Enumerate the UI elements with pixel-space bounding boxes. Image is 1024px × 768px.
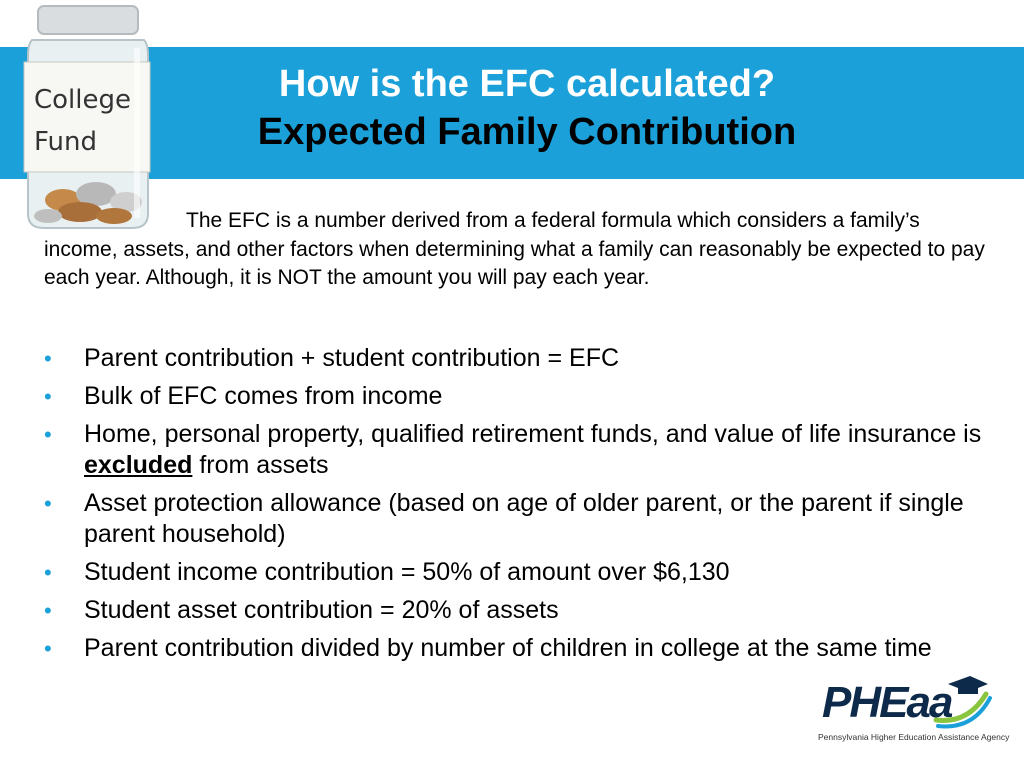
bullet-item [44,419,1004,481]
bullet-dot: • [44,636,52,661]
bullet-dot: • [44,598,52,623]
bullet-item [44,595,1004,626]
intro-text: The EFC is a number derived from a federal formula which considers a family’s income, assets, and other factors when determining what a family can reasonably be expected to pay each year. Although, it is NOT the amount you will pay each year. [44,209,985,289]
title-line-1: How is the EFC calculated? [278,63,776,105]
bullet-list [44,343,1004,671]
bullet-text: Parent contribution + student contribution = EFC [84,344,620,372]
bullet-dot: • [44,422,52,447]
bullet-item [44,343,1004,374]
pheaa-logo [818,672,1010,752]
bullet-text-after: from assets [192,451,329,479]
logo-wordmark: PHEaa [822,678,952,727]
bullet-text: Asset protection allowance (based on age of older parent, or the parent if single parent household) [84,489,964,548]
bullet-emphasis: excluded [84,451,193,479]
bullet-item [44,381,1004,412]
bullet-item [44,488,1004,550]
bullet-dot: • [44,384,52,409]
jar-label-line-2: Fund [34,127,97,157]
bullet-item [44,557,1004,588]
bullet-text: Parent contribution divided by number of children in college at the same time [84,634,932,662]
title-line-2: Expected Family Contribution [257,111,797,153]
bullet-dot: • [44,346,52,371]
jar-label-line-1: College [34,85,132,115]
bullet-text-before: Home, personal property, qualified retirement funds, and value of life insurance is [84,420,982,448]
logo-subtitle: Pennsylvania Higher Education Assistance Agency [818,732,1010,742]
bullet-dot: • [44,560,52,585]
bullet-dot: • [44,491,52,516]
bullet-item [44,633,1004,664]
bullet-text: Student income contribution = 50% of amount over $6,130 [84,558,730,586]
bullet-text: Bulk of EFC comes from income [84,382,443,410]
intro-paragraph [44,207,994,293]
college-fund-jar-image [18,4,158,232]
bullet-text: Student asset contribution = 20% of assets [84,596,559,624]
